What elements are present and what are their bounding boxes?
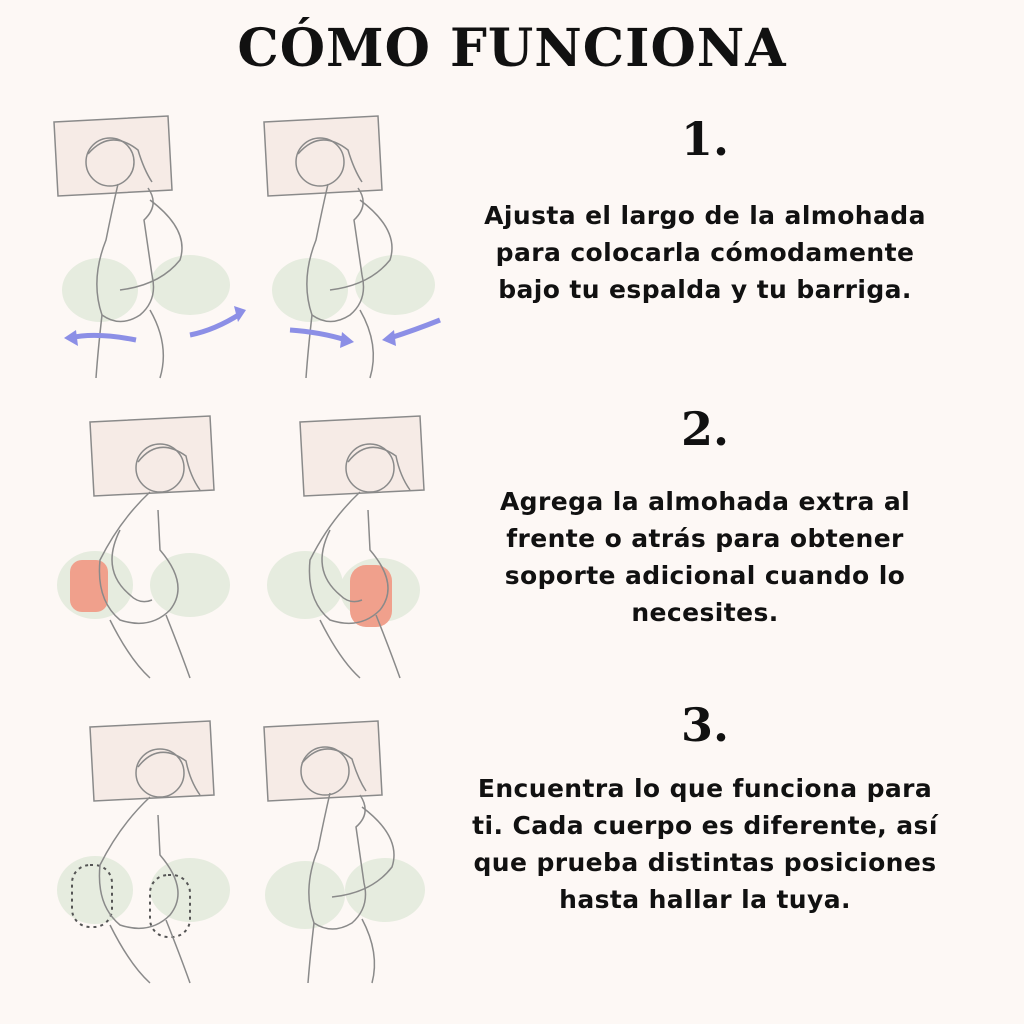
step-2-text: Agrega la almohada extra al frente o atrás para obtener soporte adicional cuando lo necesites.	[499, 487, 911, 627]
page-title: CÓMO FUNCIONA	[237, 18, 787, 79]
step-3-text: Encuentra lo que funciona para ti. Cada cuerpo es diferente, así que prueba distintas posiciones hasta hallar la tuya.	[472, 774, 938, 914]
step-1-text: Ajusta el largo de la almohada para colocarla cómodamente bajo tu espalda y tu barriga.	[484, 201, 926, 304]
illustration-step1-left	[40, 110, 250, 380]
illustration-step3-right	[250, 715, 460, 985]
illustration-step3-left	[40, 715, 250, 985]
illustration-step2-right	[250, 410, 460, 680]
illustration-step2-left	[40, 410, 250, 680]
illustration-step1-right	[250, 110, 460, 380]
step-1-number: 1.	[680, 112, 730, 166]
step-2-number: 2.	[680, 402, 730, 456]
step-3-number: 3.	[680, 698, 730, 752]
